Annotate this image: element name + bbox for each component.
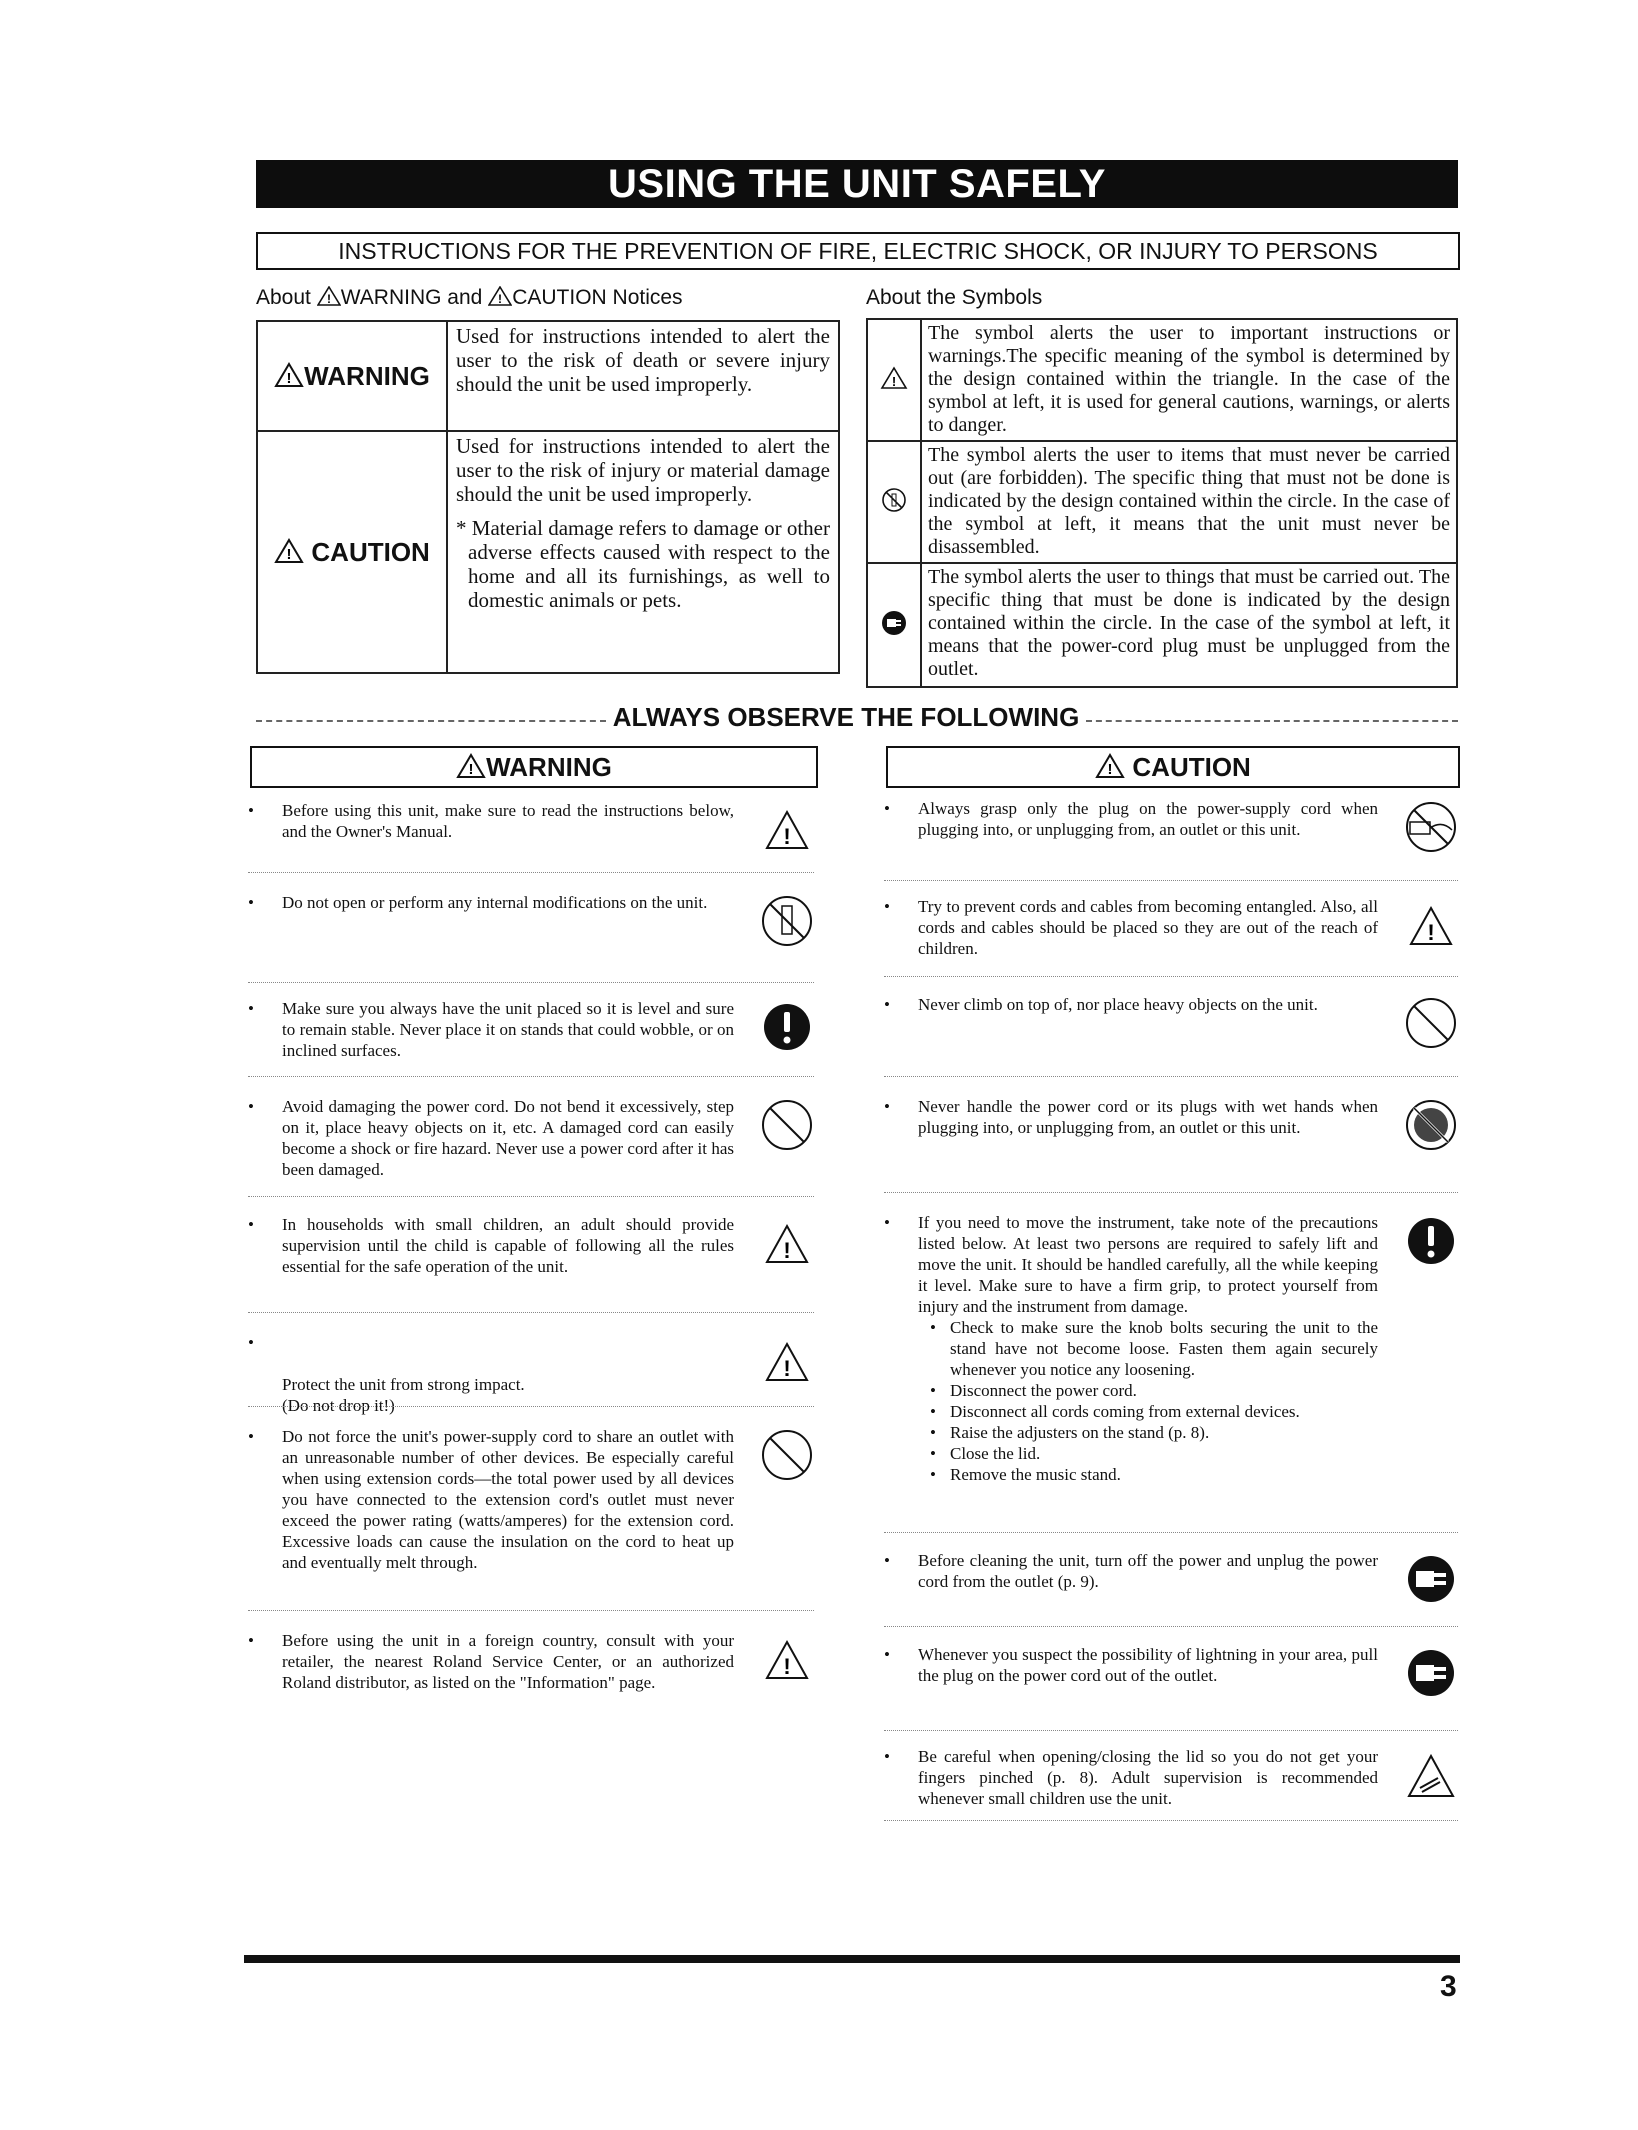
svg-text:!: !: [468, 761, 474, 778]
warning-label-text: WARNING: [304, 360, 430, 391]
notices-heading-caution: CAUTION: [512, 286, 607, 309]
warning-item-text: Make sure you always have the unit placed so it is level and sure to remain stable. Never place it on stands that could wobble, or on inclined surfaces.: [282, 999, 734, 1060]
notices-heading-and: and: [447, 286, 483, 309]
bullet: •: [248, 1215, 254, 1234]
svg-text:!: !: [891, 373, 897, 389]
bullet: •: [884, 1213, 890, 1232]
symbol-prohibit-description: The symbol alerts the user to items that must never be carried out (are forbidden). The specific thing that must not be done is indicated by the design contained within the circle. In the case of the symbol at left, it means that the unit must never be disassembled.: [921, 441, 1457, 563]
caution-triangle-icon: [1404, 898, 1458, 952]
unplug-icon: [1404, 1552, 1458, 1606]
observe-rule-left: [256, 720, 606, 722]
bullet: •: [884, 1551, 890, 1570]
warning-item-text: Protect the unit from strong impact. (Do not drop it!): [282, 1375, 525, 1415]
separator: [884, 976, 1458, 977]
caution-item: [884, 1746, 1458, 1810]
warning-item-text: Before using the unit in a foreign country, consult with your retailer, the nearest Roland Service Center, or an authorized Roland distributor, as listed on the "Information" page.: [282, 1631, 734, 1692]
warning-triangle-icon: [456, 753, 486, 779]
sub-item: • Disconnect the power cord.: [950, 1380, 1378, 1401]
warning-triangle-icon: [274, 362, 304, 388]
bullet: •: [884, 799, 890, 818]
warning-item: [248, 1214, 814, 1302]
caution-triangle-icon: [760, 1632, 814, 1686]
mandatory-icon: [1404, 1214, 1458, 1268]
bullet: •: [884, 1645, 890, 1664]
symbol-row-triangle: [867, 319, 1457, 441]
warning-item-text: In households with small children, an adult should provide supervision until the child is capable of following all the rules essential for the safe operation of the unit.: [282, 1215, 734, 1276]
warning-item: [248, 800, 814, 860]
no-pull-cord-icon: [1404, 800, 1458, 854]
warning-item: [248, 1096, 814, 1184]
caution-item: [884, 896, 1458, 966]
bullet: •: [248, 893, 254, 912]
caution-item-text: Before cleaning the unit, turn off the power and unplug the power cord from the outlet (p. 9).: [918, 1551, 1378, 1591]
caution-item: [884, 994, 1458, 1054]
sub-item: • Check to make sure the knob bolts securing the unit to the stand have not become loose. Fasten them again securely whenever you notice any loosening.: [950, 1317, 1378, 1380]
no-wet-hands-icon: [1404, 1098, 1458, 1152]
separator: [884, 880, 1458, 881]
caution-column-label: CAUTION: [1132, 752, 1251, 782]
warning-item: [248, 1332, 814, 1415]
warning-column-label: WARNING: [486, 752, 612, 782]
notices-heading-warning: WARNING: [340, 286, 442, 309]
separator: [884, 1626, 1458, 1627]
svg-text:!: !: [286, 545, 292, 563]
svg-text:!: !: [783, 1654, 791, 1679]
bullet: •: [248, 1333, 254, 1352]
caution-description: Used for instructions intended to alert the user to the risk of injury or material damage should the unit be used improperly.: [456, 434, 830, 506]
warning-item: [248, 998, 814, 1064]
warning-column-header: [250, 746, 818, 788]
unplug-icon: [1404, 1646, 1458, 1700]
separator: [248, 1076, 814, 1077]
notices-heading: [256, 286, 683, 310]
warning-triangle-icon: [317, 286, 341, 306]
caution-item: [884, 1644, 1458, 1708]
svg-text:!: !: [498, 292, 503, 306]
warning-item: [248, 1630, 814, 1720]
caution-triangle-icon: [488, 286, 512, 306]
caution-item-text: Whenever you suspect the possibility of lightning in your area, pull the plug on the power cord out of the outlet.: [918, 1645, 1378, 1685]
caution-triangle-icon: [760, 802, 814, 856]
pinch-warning-icon: [1404, 1748, 1458, 1802]
warning-item-text: Before using this unit, make sure to read the instructions below, and the Owner's Manual.: [282, 801, 734, 841]
svg-text:!: !: [1427, 920, 1435, 945]
separator: [884, 1730, 1458, 1731]
observe-rule-right: [1086, 720, 1458, 722]
notices-table: [256, 320, 840, 674]
caution-item-text: Always grasp only the plug on the power-supply cord when plugging into, or unplugging from, an outlet or this unit.: [918, 799, 1378, 839]
caution-triangle-icon: [760, 1334, 814, 1388]
sub-item: • Close the lid.: [950, 1443, 1378, 1464]
svg-text:!: !: [783, 1356, 791, 1381]
sub-item: • Remove the music stand.: [950, 1464, 1378, 1485]
separator: [248, 1196, 814, 1197]
caution-item: [884, 1096, 1458, 1160]
caution-note: * Material damage refers to damage or other adverse effects caused with respect to the home and all its furnishings, as well to domestic animals or pets.: [456, 516, 830, 612]
symbol-cell-prohibit: [867, 441, 921, 563]
bullet: •: [248, 1427, 254, 1446]
prohibit-icon: [760, 1098, 814, 1152]
no-disassembly-icon: [760, 894, 814, 948]
caution-item: [884, 1212, 1458, 1512]
caution-description-cell: [447, 431, 839, 673]
caution-triangle-icon: [760, 1216, 814, 1270]
separator: [248, 982, 814, 983]
mandatory-icon: [760, 1000, 814, 1054]
separator: [248, 872, 814, 873]
symbols-table: [866, 318, 1458, 688]
caution-item-text: [918, 1212, 1378, 1485]
bullet: •: [884, 897, 890, 916]
warning-item-text: Do not force the unit's power-supply cord to share an outlet with an unreasonable number of other devices. Be especially careful when using extension cords—the total power used by all devices you have connected to the extension cord's outlet must never exceed the power rating (watts/amperes) for the extension cord. Excessive loads can cause the insulation on the cord to heat up and eventually melt through.: [282, 1427, 734, 1572]
caution-item: [884, 1550, 1458, 1610]
warning-notice-row: [257, 321, 839, 431]
no-disassembly-icon: [881, 487, 907, 513]
bullet: •: [248, 999, 254, 1018]
caution-item-text: Try to prevent cords and cables from becoming entangled. Also, all cords and cables should be placed so they are out of the reach of children.: [918, 897, 1378, 958]
notices-heading-suffix: Notices: [612, 286, 683, 309]
bullet: •: [248, 801, 254, 820]
symbol-cell-triangle: [867, 319, 921, 441]
warning-item-text: Avoid damaging the power cord. Do not bend it excessively, step on it, place heavy objects on it, etc. A damaged cord can easily become a shock or fire hazard. Never use a power cord after it has been damaged.: [282, 1097, 734, 1179]
svg-text:!: !: [783, 1238, 791, 1263]
warning-label: [274, 361, 430, 391]
unplug-icon: [881, 610, 907, 636]
warning-item-text: Do not open or perform any internal modifications on the unit.: [282, 893, 708, 912]
symbols-heading: About the Symbols: [866, 286, 1043, 309]
bullet: •: [884, 1097, 890, 1116]
caution-notice-row: [257, 431, 839, 673]
symbol-row-mandatory: [867, 563, 1457, 687]
bullet: •: [884, 1747, 890, 1766]
footer-rule: [244, 1955, 1460, 1963]
caution-label-cell: [257, 431, 447, 673]
subtitle: INSTRUCTIONS FOR THE PREVENTION OF FIRE, ELECTRIC SHOCK, OR INJURY TO PERSONS: [256, 232, 1460, 270]
separator: [248, 1312, 814, 1313]
warning-item: [248, 1426, 814, 1596]
caution-label-text: CAUTION: [311, 536, 430, 567]
separator: [884, 1076, 1458, 1077]
caution-triangle-icon: [1095, 753, 1125, 779]
separator: [248, 1610, 814, 1611]
sub-item: • Raise the adjusters on the stand (p. 8).: [950, 1422, 1378, 1443]
symbol-cell-mandatory: [867, 563, 921, 687]
svg-text:!: !: [783, 824, 791, 849]
warning-item: [248, 892, 814, 952]
prohibit-icon: [760, 1428, 814, 1482]
separator: [884, 1192, 1458, 1193]
bullet: •: [248, 1631, 254, 1650]
separator: [884, 1820, 1458, 1821]
notices-heading-prefix: About: [256, 286, 311, 309]
sub-item: • Disconnect all cords coming from external devices.: [950, 1401, 1378, 1422]
caution-item-text: Be careful when opening/closing the lid so you do not get your fingers pinched (p. 8). Adult supervision is recommended whenever small children use the unit.: [918, 1747, 1378, 1808]
caution-item: [884, 798, 1458, 862]
warning-label-cell: [257, 321, 447, 431]
symbol-row-prohibit: [867, 441, 1457, 563]
separator: [248, 1406, 814, 1407]
caution-item-main-text: If you need to move the instrument, take note of the precautions listed below. At least two persons are required to safely lift and move the unit. It should be handled carefully, all the while keeping it level. Make sure to have a firm grip, to protect yourself from injury and the instrument from damage.: [918, 1213, 1378, 1316]
caution-item-text: Never handle the power cord or its plugs with wet hands when plugging into, or unplugging from, an outlet or this unit.: [918, 1097, 1378, 1137]
bullet: •: [248, 1097, 254, 1116]
caution-column-header: [886, 746, 1460, 788]
svg-text:!: !: [1107, 761, 1113, 778]
svg-text:!: !: [326, 292, 331, 306]
caution-triangle-icon: [274, 538, 304, 564]
warning-description: Used for instructions intended to alert the user to the risk of death or severe injury should the unit be used improperly.: [447, 321, 839, 431]
page-title: USING THE UNIT SAFELY: [256, 160, 1458, 208]
caution-triangle-icon: [880, 366, 908, 390]
symbol-mandatory-description: The symbol alerts the user to things that must be carried out. The specific thing that must be done is indicated by the design contained within the circle. In the case of the symbol at left, it means that the power-cord plug must be unplugged from the outlet.: [921, 563, 1457, 687]
separator: [884, 1532, 1458, 1533]
page-number: 3: [1440, 1970, 1457, 2003]
observe-heading: ALWAYS OBSERVE THE FOLLOWING: [612, 702, 1080, 732]
symbol-triangle-description: The symbol alerts the user to important instructions or warnings.The specific meaning of the symbol is determined by the design contained within the triangle. In the case of the symbol at left, it is used for general cautions, warnings, or alerts to danger.: [921, 319, 1457, 441]
caution-label: [274, 537, 430, 567]
svg-text:!: !: [286, 369, 292, 387]
bullet: •: [884, 995, 890, 1014]
prohibit-icon: [1404, 996, 1458, 1050]
caution-item-text: Never climb on top of, nor place heavy objects on the unit.: [918, 995, 1318, 1014]
